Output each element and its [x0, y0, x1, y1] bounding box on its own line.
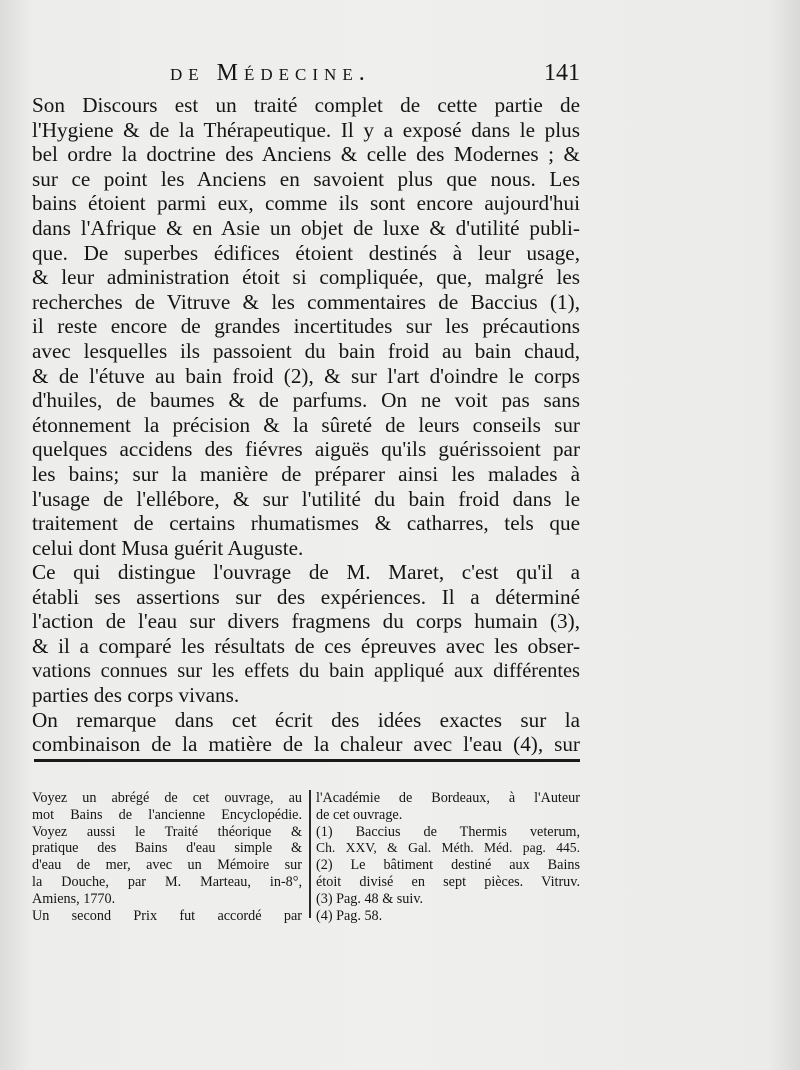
text-line: bains étoient parmi eux, comme ils sont encore aujourd'hui: [32, 191, 580, 216]
footnote-line: pratique des Bains d'eau simple &: [32, 840, 302, 857]
text-line: Son Discours est un traité complet de cette partie de: [32, 93, 580, 117]
footnote-line: d'eau de mer, avec un Mémoire sur: [32, 857, 302, 874]
footnote-line: Ch. XXV, & Gal. Méth. Méd. pag. 445.: [316, 840, 580, 856]
text-line: traitement de certains rhumatismes & catharres, tels que: [32, 511, 580, 536]
footnote-line: Amiens, 1770.: [32, 890, 116, 907]
running-title: de Médecine.: [170, 60, 371, 86]
text-line: dans l'Afrique & en Asie un objet de luxe & d'utilité publi-: [32, 215, 580, 240]
footnotes-left-column: [32, 790, 302, 924]
footnote-line: étoit divisé en sept pièces. Vitruv.: [316, 873, 580, 890]
text-line: les bains; sur la manière de préparer ainsi les malades à: [32, 461, 580, 486]
text-line: bel ordre la doctrine des Anciens & celle des Modernes ; &: [32, 142, 580, 167]
column-divider: [309, 790, 311, 918]
footnote-line: l'Académie de Bordeaux, à l'Auteur: [316, 790, 580, 806]
footnote-line: (3) Pag. 48 & suiv.: [316, 890, 424, 907]
text-line: recherches de Vitruve & les commentaires de Baccius (1),: [32, 289, 580, 314]
paragraph-3: [32, 708, 580, 757]
text-line: celui dont Musa guérit Auguste.: [32, 535, 304, 560]
text-line: l'usage de l'ellébore, & sur l'utilité du bain froid dans le: [32, 486, 580, 511]
text-line: Ce qui distingue l'ouvrage de M. Maret, c'est qu'il a: [32, 560, 580, 585]
page-header: [170, 60, 580, 94]
text-line: & leur administration étoit si compliquée, que, malgré les: [32, 265, 580, 290]
footnote-line: Voyez un abrégé de cet ouvrage, au: [32, 790, 302, 806]
text-line: & de l'étuve au bain froid (2), & sur l'art d'oindre le corps: [32, 363, 580, 388]
footnote-line: la Douche, par M. Marteau, in-8°,: [32, 873, 302, 890]
text-line: l'action de l'eau sur divers fragmens du corps humain (3),: [32, 609, 580, 634]
footnote-rule: [34, 759, 580, 762]
footnote-line: (4) Pag. 58.: [316, 907, 383, 924]
paragraph-1: [32, 93, 580, 560]
footnote-line: (1) Baccius de Thermis veterum,: [316, 823, 580, 840]
text-line: il reste encore de grandes incertitudes sur les précautions: [32, 314, 580, 339]
text-line: étonnement la précision & la sûreté de leurs conseils sur: [32, 412, 580, 437]
page-number: 141: [544, 60, 580, 86]
text-line: avec lesquelles ils passoient du bain froid au bain chaud,: [32, 338, 580, 363]
footnote-line: mot Bains de l'ancienne Encyclopédie.: [32, 806, 302, 823]
paragraph-2: [32, 560, 580, 708]
text-line: vations connues sur les effets du bain appliqué aux différentes: [32, 659, 580, 682]
text-line: que. De superbes édifices étoient destinés à leur usage,: [32, 240, 580, 265]
text-line: combinaison de la matière de la chaleur avec l'eau (4), sur: [32, 732, 580, 757]
text-line: établi ses assertions sur des expériences. Il a déterminé: [32, 584, 580, 609]
text-line: & il a comparé les résultats de ces épreuves avec les obser-: [32, 634, 580, 659]
text-line: quelques accidens des fiévres aiguës qu'ils guérissoient par: [32, 437, 580, 462]
text-line: sur ce point les Anciens en savoient plus que nous. Les: [32, 166, 580, 191]
footnote-line: (2) Le bâtiment destiné aux Bains: [316, 857, 580, 874]
main-text: [32, 93, 580, 757]
text-line: parties des corps vivans.: [32, 683, 240, 708]
footnotes-right-column: [316, 790, 580, 924]
text-line: d'huiles, de baumes & de parfums. On ne voit pas sans: [32, 388, 580, 413]
footnote-line: Un second Prix fut accordé par: [32, 907, 302, 924]
text-line: On remarque dans cet écrit des idées exactes sur la: [32, 707, 580, 732]
footnote-line: de cet ouvrage.: [316, 806, 403, 823]
footnote-line: Voyez aussi le Traité théorique &: [32, 823, 302, 840]
text-line: l'Hygiene & de la Thérapeutique. Il y a exposé dans le plus: [32, 117, 580, 142]
